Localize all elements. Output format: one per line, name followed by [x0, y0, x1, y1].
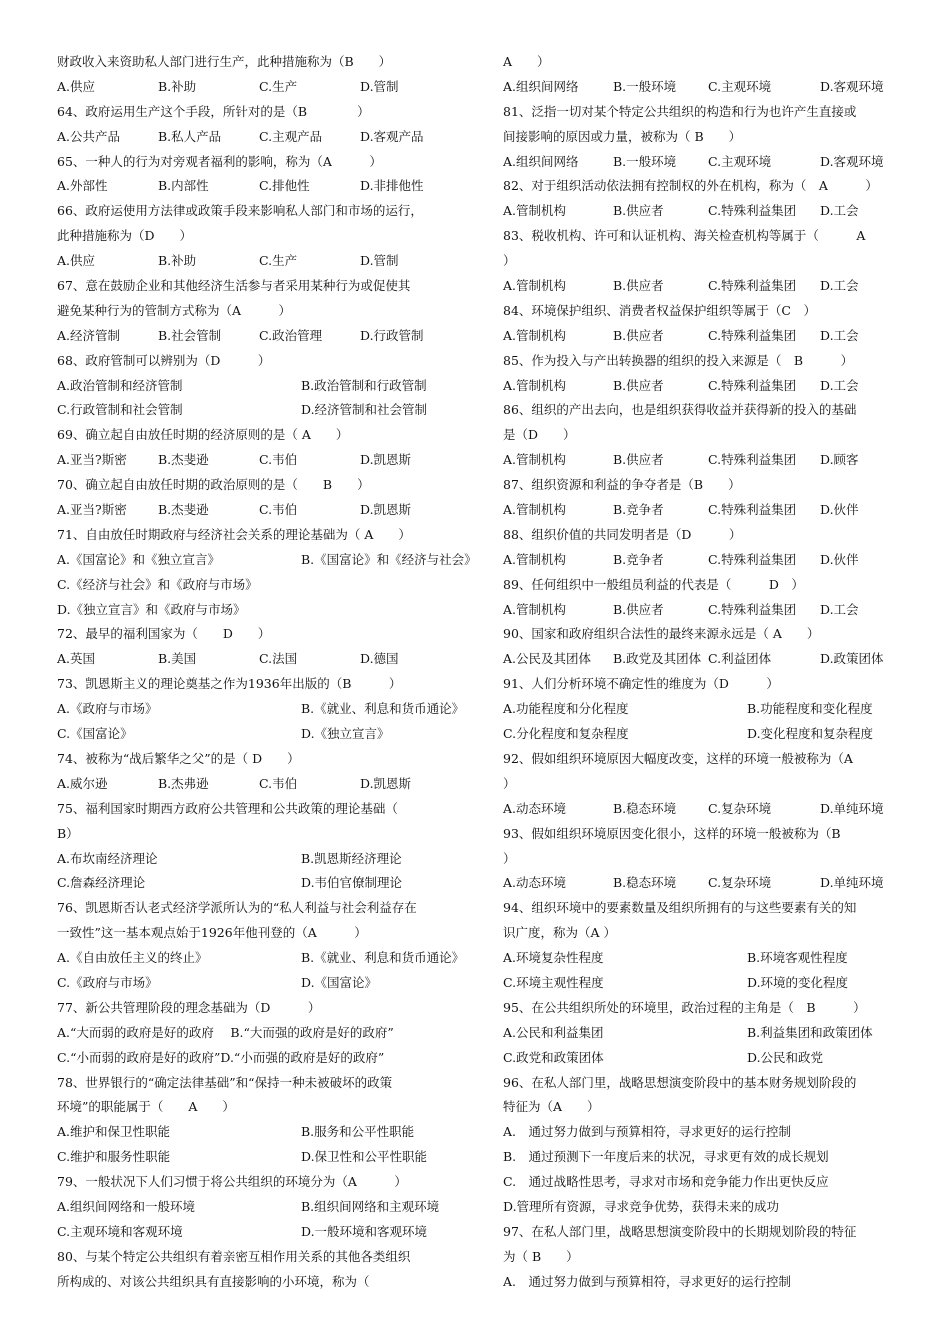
option-text: B.杰斐逊	[158, 502, 209, 518]
option-text: D.非排他性	[360, 178, 424, 194]
options-line	[503, 274, 923, 299]
text-line: 64、政府运用生产这个手段，所针对的是（B ）	[57, 103, 370, 119]
option-text: B.凯恩斯经济理论	[301, 850, 402, 866]
text-line: ）	[503, 850, 516, 866]
text-line: 识广度，称为（A ）	[503, 925, 617, 941]
options-line	[57, 971, 482, 996]
option-text: A.布坎南经济理论	[57, 850, 158, 866]
option-text: B.服务和公平性职能	[301, 1124, 415, 1140]
option-text: C.维护和服务性职能	[57, 1149, 171, 1165]
option-text: A.管制机构	[503, 502, 567, 518]
text-line: ）	[503, 253, 516, 269]
option-text: A.管制机构	[503, 203, 567, 219]
options-line	[503, 697, 923, 722]
option-text: B.《就业、利息和货币通论》	[301, 701, 465, 717]
option-text: D.变化程度和复杂程度	[747, 726, 874, 742]
option-text: D.经济管制和社会管制	[301, 402, 428, 418]
text-line: 69、确立起自由放任时期的经济原则的是（ A ）	[57, 427, 349, 443]
option-text: D.德国	[360, 651, 399, 667]
text-line: 86、组织的产出去向，也是组织获得收益并获得新的投入的基础	[503, 402, 857, 418]
text-line: C.“小而弱的政府是好的政府”D.“小而强的政府是好的政府”	[57, 1049, 385, 1065]
option-text: C.主观环境和客观环境	[57, 1223, 183, 1239]
options-line	[57, 847, 482, 872]
text-line: 82、对于组织活动依法拥有控制权的外在机构，称为（ A ）	[503, 178, 878, 194]
option-text: D.政策团体	[820, 651, 884, 667]
option-text: D.凯恩斯	[360, 502, 412, 518]
option-text: B.政党及其团体	[613, 651, 702, 667]
option-text: D.一般环境和客观环境	[301, 1223, 428, 1239]
option-text: C.韦伯	[259, 452, 298, 468]
options-line	[57, 722, 482, 747]
option-text: D.《国富论》	[301, 974, 378, 990]
options-line	[503, 498, 923, 523]
option-text: D.行政管制	[360, 327, 424, 343]
option-text: A.外部性	[57, 178, 108, 194]
text-line: A ）	[503, 54, 550, 69]
option-text: B.供应者	[613, 278, 664, 294]
option-text: D.单纯环境	[820, 800, 884, 816]
option-text: B.内部性	[158, 178, 209, 194]
option-text: C.《国富论》	[57, 726, 133, 742]
option-text: B.组织间网络和主观环境	[301, 1198, 440, 1214]
option-text: C.特殊利益集团	[708, 203, 797, 219]
option-text: D.凯恩斯	[360, 775, 412, 791]
option-text: B.环境客观性程度	[747, 950, 848, 966]
text-line: 81、泛指一切对某个特定公共组织的构造和行为也许产生直接或	[503, 103, 857, 119]
options-line	[57, 647, 482, 672]
option-text: D.工会	[820, 377, 859, 393]
option-text: A.组织间网络	[503, 153, 579, 169]
option-text: D.客观环境	[820, 78, 884, 94]
text-line: 80、与某个特定公共组织有着亲密互相作用关系的其他各类组织	[57, 1248, 411, 1264]
text-line: 65、一种人的行为对旁观者福利的影响，称为（A ）	[57, 153, 382, 169]
text-line: 90、国家和政府组织合法性的最终来源永远是（ A ）	[503, 626, 820, 642]
option-text: B.供应者	[613, 203, 664, 219]
option-text: C.主观环境	[708, 153, 772, 169]
options-line	[57, 374, 482, 399]
text-line: 避免某种行为的管制方式称为（A ）	[57, 302, 292, 318]
option-text: A.维护和保卫性职能	[57, 1124, 171, 1140]
option-text: B.《国富论》和《经济与社会》	[301, 551, 477, 567]
option-text: D.伙伴	[820, 551, 859, 567]
text-line: B. 通过预测下一年度后来的状况，寻求更有效的成长规划	[503, 1149, 829, 1165]
options-line	[57, 697, 482, 722]
option-text: C.特殊利益集团	[708, 452, 797, 468]
option-text: B.私人产品	[158, 128, 222, 144]
text-line: 95、在公共组织所处的环境里，政治过程的主角是（ B ）	[503, 999, 866, 1015]
text-line: 83、税收机构、许可和认证机构、海关检查机构等属于（ A	[503, 228, 866, 244]
text-line: 71、自由放任时期政府与经济社会关系的理论基础为（ A ）	[57, 526, 411, 542]
option-text: C.复杂环境	[708, 875, 772, 891]
options-line	[57, 772, 482, 797]
text-line: 75、福利国家时期西方政府公共管理和公共政策的理论基础（	[57, 800, 398, 816]
options-line	[57, 871, 482, 896]
text-line: A. 通过努力做到与预算相符，寻求更好的运行控制	[503, 1124, 792, 1140]
options-line	[57, 174, 482, 199]
text-line: C.《经济与社会》和《政府与市场》	[57, 576, 258, 592]
options-line	[503, 1021, 923, 1046]
text-line: 70、确立起自由放任时期的政治原则的是（ B ）	[57, 477, 370, 493]
option-text: B.补助	[158, 78, 197, 94]
option-text: C.特殊利益集团	[708, 551, 797, 567]
option-text: C.复杂环境	[708, 800, 772, 816]
option-text: B.供应者	[613, 327, 664, 343]
options-line	[503, 150, 923, 175]
options-line	[57, 398, 482, 423]
option-text: A.管制机构	[503, 551, 567, 567]
right-column	[503, 50, 923, 1295]
option-text: A.管制机构	[503, 452, 567, 468]
left-column	[57, 50, 482, 1295]
options-line	[57, 1195, 482, 1220]
options-line	[503, 598, 923, 623]
option-text: D.顾客	[820, 452, 859, 468]
option-text: D.工会	[820, 327, 859, 343]
text-line: 94、组织环境中的要素数量及组织所拥有的与这些要素有关的知	[503, 900, 857, 916]
option-text: B.一般环境	[613, 78, 677, 94]
options-line	[57, 498, 482, 523]
option-text: A.《自由放任主义的终止》	[57, 950, 208, 966]
option-text: A.组织间网络	[503, 78, 579, 94]
option-text: C.詹森经济理论	[57, 875, 146, 891]
option-text: A.威尔逊	[57, 775, 108, 791]
text-line: 66、政府运使用方法律或政策手段来影响私人部门和市场的运行，	[57, 203, 423, 219]
text-line: 88、组织价值的共同发明者是（D ）	[503, 526, 742, 542]
option-text: B.政治管制和行政管制	[301, 377, 427, 393]
text-line: 85、作为投入与产出转换器的组织的投入来源是（ B ）	[503, 352, 854, 368]
option-text: C.主观环境	[708, 78, 772, 94]
option-text: D.客观环境	[820, 153, 884, 169]
option-text: B.竞争者	[613, 551, 664, 567]
text-line: 67、意在鼓励企业和其他经济生活参与者采用某种行为或促使其	[57, 278, 411, 294]
option-text: A.亚当?斯密	[57, 502, 127, 518]
option-text: A.管制机构	[503, 327, 567, 343]
option-text: C.分化程度和复杂程度	[503, 726, 629, 742]
option-text: B.供应者	[613, 601, 664, 617]
option-text: C.行政管制和社会管制	[57, 402, 183, 418]
option-text: B.利益集团和政策团体	[747, 1024, 873, 1040]
option-text: C.法国	[259, 651, 298, 667]
text-line: 所构成的、对该公共组织具有直接影响的小环境，称为（	[57, 1273, 370, 1289]
option-text: D.单纯环境	[820, 875, 884, 891]
text-line: 环境”的职能属于（ A ）	[57, 1099, 235, 1115]
option-text: D.凯恩斯	[360, 452, 412, 468]
option-text: C.韦伯	[259, 502, 298, 518]
option-text: B.《就业、利息和货币通论》	[301, 950, 465, 966]
text-line: C. 通过战略性思考，寻求对市场和竞争能力作出更快反应	[503, 1174, 829, 1190]
option-text: A.公民和利益集团	[503, 1024, 604, 1040]
option-text: B.杰弗逊	[158, 775, 209, 791]
option-text: A.供应	[57, 253, 96, 269]
text-line: 财政收入来资助私人部门进行生产，此种措施称为（B ）	[57, 54, 392, 69]
option-text: A.公民及其团体	[503, 651, 592, 667]
option-text: B.社会管制	[158, 327, 222, 343]
option-text: A.英国	[57, 651, 96, 667]
option-text: D.工会	[820, 601, 859, 617]
text-line: 92、假如组织环境原因大幅度改变，这样的环境一般被称为（A	[503, 750, 853, 766]
option-text: C.环境主观性程度	[503, 974, 604, 990]
text-line: 此种措施称为（D ）	[57, 228, 193, 244]
option-text: B.供应者	[613, 452, 664, 468]
option-text: B.稳态环境	[613, 875, 677, 891]
options-line	[57, 125, 482, 150]
option-text: A.动态环境	[503, 875, 567, 891]
option-text: B.补助	[158, 253, 197, 269]
text-line: B）	[57, 825, 79, 841]
option-text: A.环境复杂性程度	[503, 950, 604, 966]
options-line	[503, 797, 923, 822]
options-line	[503, 75, 923, 100]
option-text: B.稳态环境	[613, 800, 677, 816]
text-line: A. 通过努力做到与预算相符，寻求更好的运行控制	[503, 1273, 792, 1289]
option-text: C.主观产品	[259, 128, 323, 144]
option-text: B.一般环境	[613, 153, 677, 169]
options-line	[503, 199, 923, 224]
text-line: 特征为（A ）	[503, 1099, 600, 1115]
option-text: A.功能程度和分化程度	[503, 701, 629, 717]
options-line	[57, 75, 482, 100]
option-text: C.特殊利益集团	[708, 502, 797, 518]
option-text: B.杰斐逊	[158, 452, 209, 468]
option-text: A.《国富论》和《独立宣言》	[57, 551, 221, 567]
text-line: D.管理所有资源，寻求竞争优势，获得未来的成功	[503, 1198, 780, 1214]
option-text: B.供应者	[613, 377, 664, 393]
text-line: 97、在私人部门里，战略思想演变阶段中的长期规划阶段的特征	[503, 1223, 857, 1239]
text-line: 76、凯恩斯否认老式经济学派所认为的“私人利益与社会利益存在	[57, 900, 417, 916]
option-text: C.生产	[259, 253, 298, 269]
option-text: A.公共产品	[57, 128, 121, 144]
text-line: 87、组织资源和利益的争夺者是（B ）	[503, 477, 741, 493]
option-text: D.韦伯官僚制理论	[301, 875, 403, 891]
text-line: 74、被称为“战后繁华之父”的是（ D ）	[57, 750, 300, 766]
text-line: 73、凯恩斯主义的理论奠基之作为1936年出版的（B ）	[57, 676, 402, 692]
option-text: C.特殊利益集团	[708, 601, 797, 617]
option-text: A.供应	[57, 78, 96, 94]
option-text: A.政治管制和经济管制	[57, 377, 183, 393]
option-text: C.《政府与市场》	[57, 974, 158, 990]
option-text: A.管制机构	[503, 278, 567, 294]
text-line: 96、在私人部门里，战略思想演变阶段中的基本财务规划阶段的	[503, 1074, 857, 1090]
options-line	[503, 324, 923, 349]
option-text: D.《独立宣言》	[301, 726, 390, 742]
option-text: C.政党和政策团体	[503, 1049, 604, 1065]
option-text: D.工会	[820, 203, 859, 219]
options-line	[57, 1120, 482, 1145]
option-text: C.特殊利益集团	[708, 327, 797, 343]
options-line	[503, 1046, 923, 1071]
option-text: B.竞争者	[613, 502, 664, 518]
option-text: C.生产	[259, 78, 298, 94]
option-text: A.管制机构	[503, 377, 567, 393]
options-line	[503, 448, 923, 473]
options-line	[57, 548, 482, 573]
option-text: A.经济管制	[57, 327, 121, 343]
text-line: 84、环境保护组织、消费者权益保护组织等属于（C ）	[503, 302, 816, 318]
options-line	[503, 871, 923, 896]
options-line	[503, 548, 923, 573]
text-line: 79、一般状况下人们习惯于将公共组织的环境分为（A ）	[57, 1174, 407, 1190]
options-line	[503, 971, 923, 996]
option-text: D.环境的变化程度	[747, 974, 849, 990]
text-line: ）	[503, 775, 516, 791]
option-text: C.政治管理	[259, 327, 323, 343]
option-text: A.组织间网络和一般环境	[57, 1198, 196, 1214]
options-line	[57, 448, 482, 473]
option-text: D.管制	[360, 253, 399, 269]
options-line	[57, 1220, 482, 1245]
options-line	[503, 374, 923, 399]
option-text: C.利益团体	[708, 651, 772, 667]
options-line	[57, 324, 482, 349]
text-line: A.“大而弱的政府是好的政府 B.“大而强的政府是好的政府”	[57, 1024, 394, 1040]
option-text: C.韦伯	[259, 775, 298, 791]
options-line	[57, 249, 482, 274]
option-text: A.管制机构	[503, 601, 567, 617]
option-text: D.管制	[360, 78, 399, 94]
options-line	[503, 647, 923, 672]
text-line: 91、人们分析环境不确定性的维度为（D ）	[503, 676, 779, 692]
option-text: D.公民和政党	[747, 1049, 824, 1065]
options-line	[57, 1145, 482, 1170]
text-line: 间接影响的原因或力量，被称为（ B ）	[503, 128, 742, 144]
option-text: B.美国	[158, 651, 197, 667]
option-text: A.动态环境	[503, 800, 567, 816]
option-text: D.工会	[820, 278, 859, 294]
option-text: D.伙伴	[820, 502, 859, 518]
text-line: 68、政府管制可以辨别为（D ）	[57, 352, 271, 368]
option-text: C.特殊利益集团	[708, 377, 797, 393]
text-line: 89、任何组织中一般组员利益的代表是（ D ）	[503, 576, 804, 592]
option-text: D.客观产品	[360, 128, 424, 144]
option-text: B.功能程度和变化程度	[747, 701, 873, 717]
option-text: C.排他性	[259, 178, 310, 194]
text-line: 78、世界银行的“确定法律基础”和“保持一种未被破坏的政策	[57, 1074, 393, 1090]
text-line: 93、假如组织环境原因变化很小，这样的环境一般被称为（B	[503, 825, 841, 841]
text-line: 72、最早的福利国家为（ D ）	[57, 626, 271, 642]
option-text: D.保卫性和公平性职能	[301, 1149, 428, 1165]
text-line: 77、新公共管理阶段的理念基础为（D ）	[57, 999, 321, 1015]
options-line	[503, 946, 923, 971]
option-text: A.《政府与市场》	[57, 701, 158, 717]
text-line: 一致性”这一基本观点始于1926年他刊登的（A ）	[57, 925, 367, 941]
text-line: D.《独立宣言》和《政府与市场》	[57, 601, 246, 617]
text-line: 为（ B ）	[503, 1248, 579, 1264]
text-line: 是（D ）	[503, 427, 576, 443]
options-line	[57, 946, 482, 971]
options-line	[503, 722, 923, 747]
option-text: A.亚当?斯密	[57, 452, 127, 468]
option-text: C.特殊利益集团	[708, 278, 797, 294]
